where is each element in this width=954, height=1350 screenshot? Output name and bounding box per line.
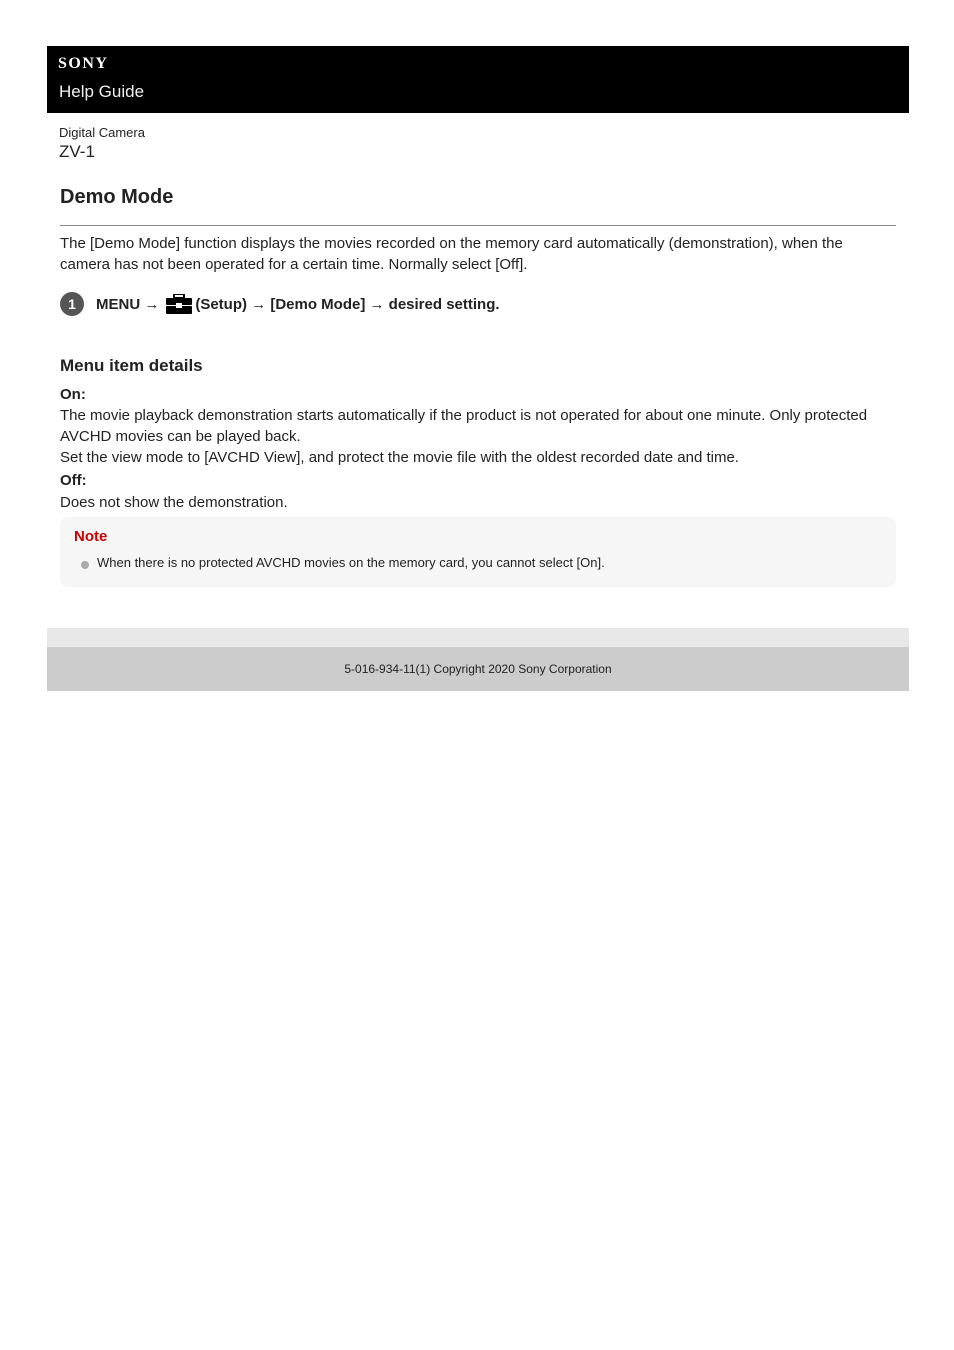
site-header [47, 46, 909, 113]
step-suffix: (Setup) → [Demo Mode] → desired setting. [195, 295, 500, 313]
item-on-label: On: [60, 386, 86, 403]
bullet-dot-icon [81, 561, 89, 569]
footer-band [47, 628, 909, 647]
step-instruction [96, 294, 500, 314]
site-footer [47, 647, 909, 691]
note-box [60, 517, 896, 587]
guide-title: Help Guide [59, 82, 145, 101]
menu-details-heading: Menu item details [60, 356, 203, 375]
note-title: Note [74, 528, 108, 545]
title-divider [60, 225, 896, 226]
item-off-line: Does not show the demonstration. [60, 494, 288, 511]
item-off-label: Off: [60, 472, 87, 489]
procedure-step [60, 292, 500, 316]
brand-logo: SONY [58, 55, 109, 72]
step-number-badge: 1 [60, 292, 84, 316]
item-off-description [60, 492, 896, 513]
note-item: When there is no protected AVCHD movies on the memory card, you cannot select [On]. [97, 555, 605, 570]
step-prefix: MENU → [96, 295, 160, 313]
item-on-line: The movie playback demonstration starts automatically if the product is not operated for about one minute. Only protected AVCHD movies can be played back. [60, 407, 868, 445]
intro-paragraph: The [Demo Mode] function displays the movies recorded on the memory card automatically (demonstration), when the camera has not been operated for a certain time. Normally select [Off]. [60, 235, 843, 273]
copyright-text: 5-016-934-11(1) Copyright 2020 Sony Corporation [344, 662, 612, 676]
item-on-line: Set the view mode to [AVCHD View], and protect the movie file with the oldest recorded date and time. [60, 449, 739, 466]
product-category: Digital Camera [59, 125, 145, 140]
setup-toolbox-icon [165, 294, 193, 314]
product-model: ZV-1 [59, 142, 95, 161]
page-title: Demo Mode [60, 186, 174, 208]
item-on-description [60, 405, 896, 468]
